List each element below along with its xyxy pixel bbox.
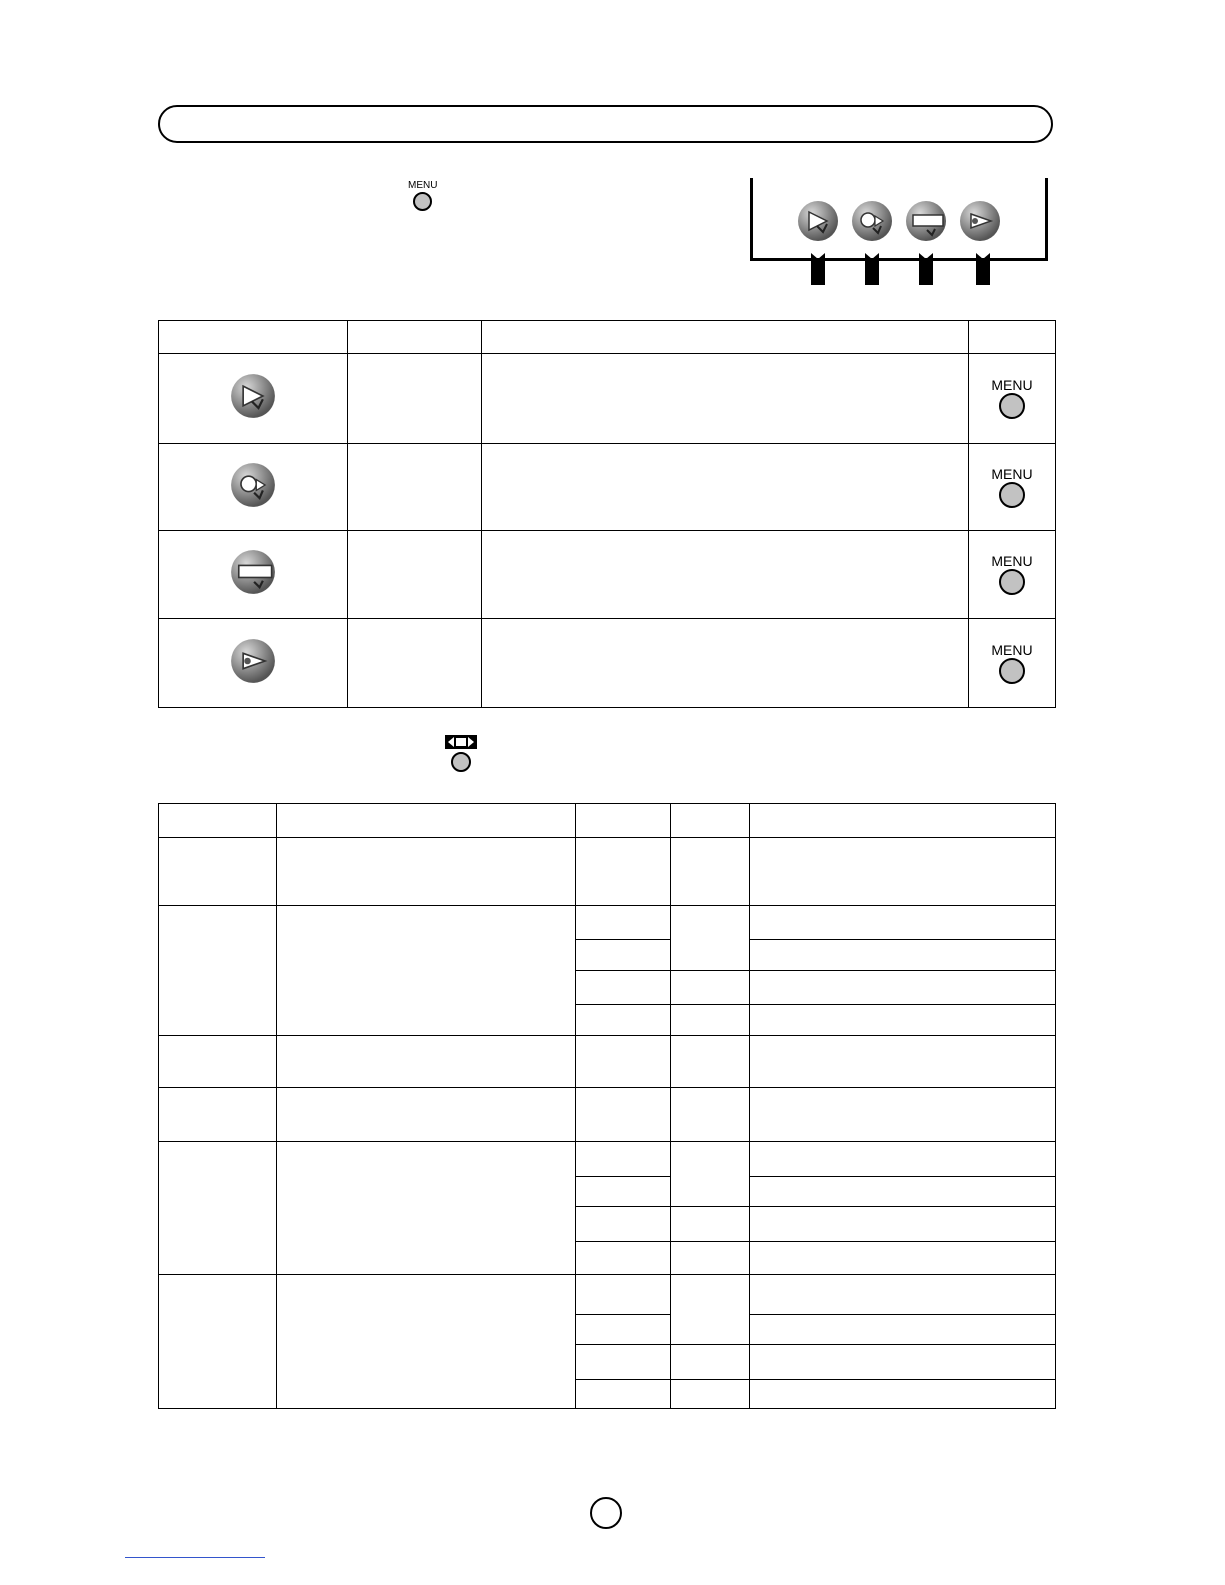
table-row bbox=[159, 1088, 1056, 1142]
menu-button bbox=[969, 643, 1055, 684]
setup-menu-icon bbox=[959, 200, 1001, 242]
menu-button-circle bbox=[413, 192, 432, 211]
table-row bbox=[159, 444, 1056, 531]
menu-button-label: MENU bbox=[991, 465, 1033, 482]
pointer-arrow bbox=[865, 253, 879, 285]
footer-rule bbox=[125, 1557, 265, 1558]
picture-menu-icon bbox=[797, 200, 839, 242]
menu-button-circle bbox=[999, 569, 1025, 595]
menu-button bbox=[969, 554, 1055, 595]
menu-button-label: MENU bbox=[991, 641, 1033, 658]
pointer-arrow bbox=[919, 253, 933, 285]
menu-button-label: MENU bbox=[991, 553, 1033, 569]
left-right-arrow-icon bbox=[445, 735, 477, 749]
menu-overview-table bbox=[158, 320, 1056, 708]
settings-table bbox=[158, 803, 1056, 1409]
section-title-bar bbox=[158, 105, 1053, 143]
setup-menu-icon bbox=[227, 638, 279, 689]
adjust-button-reference bbox=[445, 735, 477, 772]
menu-button-circle bbox=[999, 482, 1025, 508]
table-row bbox=[159, 531, 1056, 619]
menu-button bbox=[969, 378, 1055, 419]
menu-button-label: MENU bbox=[408, 180, 438, 191]
feature-menu-icon bbox=[905, 200, 947, 242]
table-row bbox=[159, 838, 1056, 906]
page-number-circle bbox=[590, 1497, 622, 1529]
table-row bbox=[159, 619, 1056, 708]
menu-button-label: MENU bbox=[991, 377, 1033, 393]
menu-button-circle bbox=[999, 658, 1025, 684]
sound-menu-icon bbox=[851, 200, 893, 242]
picture-menu-icon bbox=[227, 373, 279, 424]
table-header-row bbox=[159, 804, 1056, 838]
menu-button-reference bbox=[408, 181, 437, 211]
feature-menu-icon bbox=[227, 549, 279, 600]
pointer-arrow bbox=[811, 253, 825, 285]
table-row bbox=[159, 1275, 1056, 1315]
table-row bbox=[159, 1142, 1056, 1177]
onscreen-menu-panel bbox=[750, 178, 1048, 261]
adjust-button-circle bbox=[451, 752, 471, 772]
pointer-arrow bbox=[976, 253, 990, 285]
table-header-row bbox=[159, 321, 1056, 354]
menu-button bbox=[969, 467, 1055, 508]
table-row bbox=[159, 354, 1056, 444]
menu-button-circle bbox=[999, 393, 1025, 419]
table-row bbox=[159, 906, 1056, 940]
sound-menu-icon bbox=[227, 462, 279, 513]
table-row bbox=[159, 1036, 1056, 1088]
